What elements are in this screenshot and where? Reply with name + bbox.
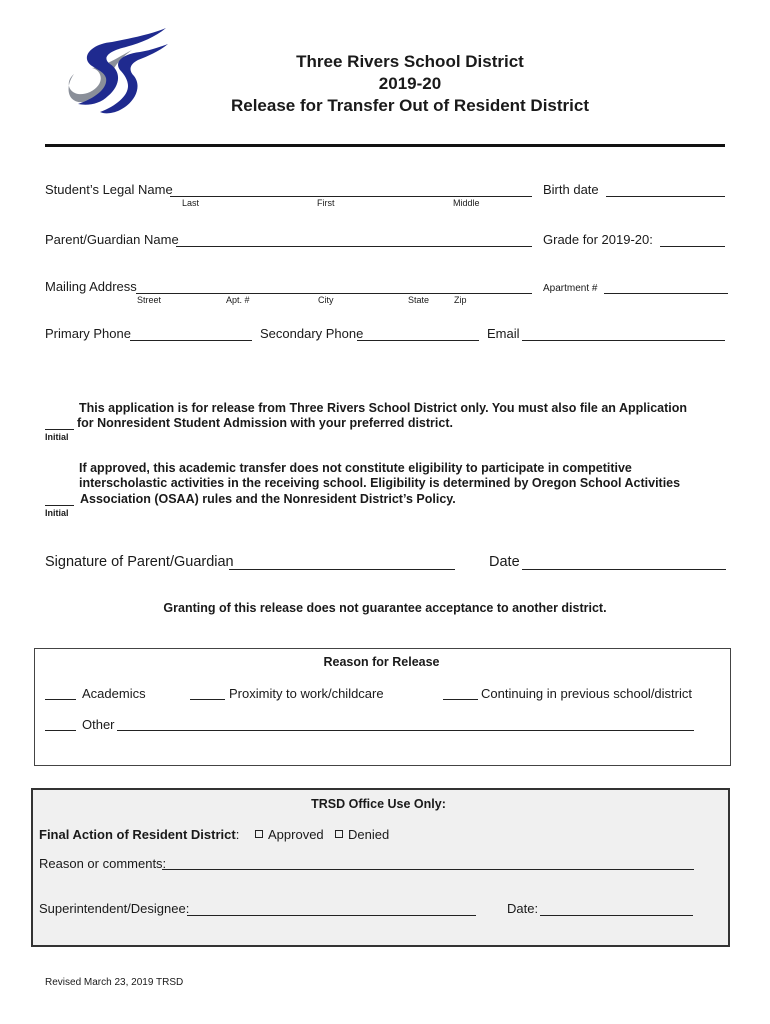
- guardian-name-label: Parent/Guardian Name: [45, 232, 179, 247]
- grade-field[interactable]: [660, 246, 725, 247]
- reason-heading: Reason for Release: [323, 655, 440, 669]
- continuing-option: Continuing in previous school/district: [481, 686, 692, 701]
- office-date-field[interactable]: [540, 915, 693, 916]
- notice-2-line-2: interscholastic activities in the receiving school. Eligibility is determined by Oregon School Activities: [79, 476, 681, 490]
- approved-option[interactable]: [255, 827, 324, 842]
- final-action-colon: :: [235, 827, 240, 842]
- guardian-name-field[interactable]: [176, 246, 532, 247]
- proximity-option: Proximity to work/childcare: [229, 686, 384, 701]
- office-date-label: Date:: [507, 901, 539, 916]
- legal-name-label: Student’s Legal Name: [45, 182, 173, 197]
- school-year: 2019-20: [378, 74, 442, 93]
- office-use-heading: TRSD Office Use Only:: [311, 797, 446, 811]
- primary-phone-field[interactable]: [130, 340, 252, 341]
- title-divider: [45, 144, 725, 147]
- revision-footer: Revised March 23, 2019 TRSD: [45, 977, 184, 988]
- continuing-field[interactable]: [443, 699, 478, 700]
- birth-date-field[interactable]: [606, 196, 725, 197]
- checkbox-icon[interactable]: [255, 830, 263, 838]
- initial-field-2[interactable]: [45, 505, 74, 506]
- denied-option[interactable]: [335, 827, 389, 842]
- superintendent-field[interactable]: [187, 915, 476, 916]
- last-name-caption: Last: [182, 198, 200, 208]
- notice-2-line-3: Association (OSAA) rules and the Nonresident District’s Policy.: [80, 492, 456, 506]
- final-action-label: Final Action of Resident District: [39, 827, 236, 842]
- primary-phone-label: Primary Phone: [45, 326, 131, 341]
- initial-field-1[interactable]: [45, 429, 74, 430]
- birth-date-label: Birth date: [543, 182, 599, 197]
- disclaimer-text: Granting of this release does not guarantee acceptance to another district.: [163, 601, 607, 615]
- approved-label: Approved: [268, 827, 324, 842]
- proximity-field[interactable]: [190, 699, 225, 700]
- notice-1-line-1: This application is for release from Three Rivers School District only. You must also file an Application: [79, 401, 688, 415]
- signature-label: Signature of Parent/Guardian: [45, 554, 234, 570]
- signature-field[interactable]: [229, 569, 455, 570]
- initial-caption-1: Initial: [45, 432, 69, 442]
- academics-field[interactable]: [45, 699, 76, 700]
- grade-label: Grade for 2019-20:: [543, 232, 653, 247]
- other-reason-field[interactable]: [117, 730, 694, 731]
- city-caption: City: [318, 295, 334, 305]
- other-option: Other: [82, 717, 115, 732]
- apt-caption: Apt. #: [226, 295, 250, 305]
- notice-1-line-2: for Nonresident Student Admission with your preferred district.: [77, 416, 453, 430]
- street-caption: Street: [137, 295, 162, 305]
- signature-date-label: Date: [489, 554, 520, 570]
- state-caption: State: [408, 295, 430, 305]
- superintendent-label: Superintendent/Designee:: [39, 901, 190, 916]
- notice-2-line-1: If approved, this academic transfer does not constitute eligibility to participate in competitive: [79, 461, 632, 475]
- legal-name-field[interactable]: [170, 196, 532, 197]
- initial-caption-2: Initial: [45, 508, 69, 518]
- signature-date-field[interactable]: [522, 569, 726, 570]
- mailing-address-label: Mailing Address: [45, 279, 137, 294]
- zip-caption: Zip: [454, 295, 467, 305]
- apartment-field[interactable]: [604, 293, 728, 294]
- secondary-phone-label: Secondary Phone: [260, 326, 364, 341]
- academics-option: Academics: [82, 686, 146, 701]
- swoosh-logo-icon: [62, 26, 170, 116]
- denied-label: Denied: [348, 827, 390, 842]
- checkbox-icon[interactable]: [335, 830, 343, 838]
- middle-name-caption: Middle: [453, 198, 480, 208]
- secondary-phone-field[interactable]: [357, 340, 479, 341]
- comments-label: Reason or comments:: [39, 856, 167, 871]
- final-action-row: [39, 827, 239, 842]
- comments-field[interactable]: [162, 869, 694, 870]
- email-field[interactable]: [522, 340, 725, 341]
- email-label: Email: [487, 326, 520, 341]
- form-title: Release for Transfer Out of Resident District: [230, 96, 590, 115]
- district-name: Three Rivers School District: [296, 52, 524, 71]
- other-check-field[interactable]: [45, 730, 76, 731]
- first-name-caption: First: [317, 198, 335, 208]
- mailing-address-field[interactable]: [136, 293, 532, 294]
- apartment-label: Apartment #: [543, 283, 598, 294]
